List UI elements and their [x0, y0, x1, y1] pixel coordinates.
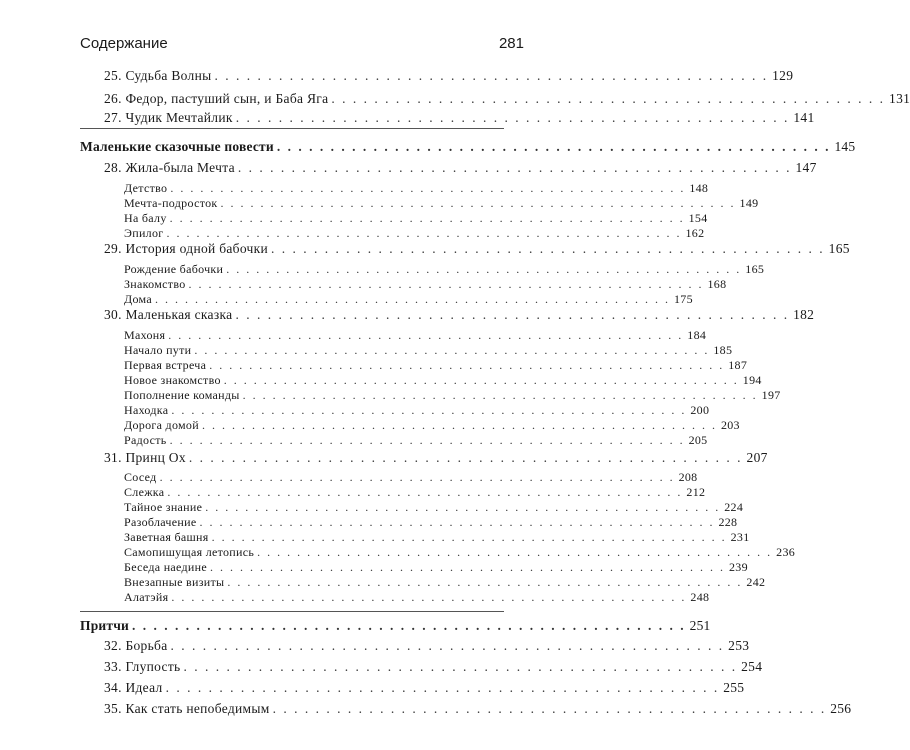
entry-title: 25. Судьба Волны	[104, 68, 212, 83]
dot-leader: . . . . . . . . . . . . . . . . . . . . . . . . . . . . . . . . . . . . . . . . . . . . . . . . . . . .	[201, 418, 717, 432]
dot-leader: . . . . . . . . . . . . . . . . . . . . . . . . . . . . . . . . . . . . . . . . . . . . . . . . . . . .	[257, 545, 773, 559]
toc-subentry	[124, 470, 698, 485]
toc-section	[80, 139, 856, 155]
dot-leader: . . . . . . . . . . . . . . . . . . . . . . . . . . . . . . . . . . . . . . . . . . . . . . . . . . . .	[211, 530, 727, 544]
entry-title: Новое знакомство	[124, 373, 221, 387]
section-title: Притчи	[80, 618, 130, 633]
entry-page: 256	[830, 701, 852, 716]
dot-leader: . . . . . . . . . . . . . . . . . . . . . . . . . . . . . . . . . . . . . . . . . . . . . . . . . . . .	[194, 343, 710, 357]
entry-page: 182	[793, 307, 815, 322]
entry-page: 165	[745, 262, 765, 276]
section-divider	[80, 611, 504, 612]
entry-title: На балу	[124, 211, 167, 225]
entry-title: Тайное знание	[124, 500, 203, 514]
entry-page: 248	[690, 590, 710, 604]
dot-leader: . . . . . . . . . . . . . . . . . . . . . . . . . . . . . . . . . . . . . . . . . . . . . . . . . . . .	[331, 91, 886, 106]
entry-title: Дорога домой	[124, 418, 199, 432]
entry-page: 165	[828, 241, 850, 256]
toc-subentry	[124, 545, 796, 560]
entry-title: Самопишущая летопись	[124, 545, 255, 559]
dot-leader: . . . . . . . . . . . . . . . . . . . . . . . . . . . . . . . . . . . . . . . . . . . . . . . . . . . .	[167, 485, 683, 499]
entry-title: Махоня	[124, 328, 166, 342]
toc-entry	[104, 91, 910, 107]
entry-page: 145	[834, 139, 856, 154]
dot-leader: . . . . . . . . . . . . . . . . . . . . . . . . . . . . . . . . . . . . . . . . . . . . . . . . . . . .	[223, 373, 739, 387]
entry-page: 224	[724, 500, 744, 514]
entry-page: 212	[686, 485, 706, 499]
page-header	[80, 35, 524, 57]
toc-subentry	[124, 403, 710, 418]
toc-section	[80, 618, 711, 634]
entry-page: 239	[728, 560, 748, 574]
entry-page: 253	[728, 638, 750, 653]
entry-title: 30. Маленькая сказка	[104, 307, 233, 322]
dot-leader: . . . . . . . . . . . . . . . . . . . . . . . . . . . . . . . . . . . . . . . . . . . . . . . . . . . .	[171, 590, 687, 604]
toc-subentry	[124, 433, 708, 448]
toc-subentry	[124, 485, 706, 500]
entry-title: Находка	[124, 403, 169, 417]
dot-leader: . . . . . . . . . . . . . . . . . . . . . . . . . . . . . . . . . . . . . . . . . . . . . . . . . . . .	[226, 262, 742, 276]
toc-subentry	[124, 328, 707, 343]
entry-page: 197	[761, 388, 781, 402]
toc-subentry	[124, 418, 740, 433]
toc-subentry	[124, 196, 759, 211]
section-divider	[80, 128, 504, 129]
dot-leader: . . . . . . . . . . . . . . . . . . . . . . . . . . . . . . . . . . . . . . . . . . . . . . . . . . . .	[209, 560, 725, 574]
entry-title: Радость	[124, 433, 167, 447]
entry-page: 184	[687, 328, 707, 342]
toc-entry	[104, 307, 815, 323]
toc-subentry	[124, 262, 765, 277]
dot-leader: . . . . . . . . . . . . . . . . . . . . . . . . . . . . . . . . . . . . . . . . . . . . . . . . . . . .	[183, 659, 738, 674]
toc-subentry	[124, 560, 748, 575]
toc-subentry	[124, 515, 738, 530]
entry-page: 242	[746, 575, 766, 589]
toc-subentry	[124, 211, 708, 226]
dot-leader: . . . . . . . . . . . . . . . . . . . . . . . . . . . . . . . . . . . . . . . . . . . . . . . . . . . .	[155, 292, 670, 306]
dot-leader: . . . . . . . . . . . . . . . . . . . . . . . . . . . . . . . . . . . . . . . . . . . . . . . . . . . .	[188, 450, 743, 465]
entry-page: 131	[889, 91, 910, 106]
entry-page: 203	[720, 418, 740, 432]
entry-title: 34. Идеал	[104, 680, 163, 695]
entry-page: 228	[718, 515, 738, 529]
toc-entry	[104, 701, 852, 717]
entry-page: 185	[713, 343, 733, 357]
dot-leader: . . . . . . . . . . . . . . . . . . . . . . . . . . . . . . . . . . . . . . . . . . . . . . . . . . . .	[214, 68, 769, 83]
toc-subentry	[124, 343, 733, 358]
toc-subentry	[124, 575, 766, 590]
dot-leader: . . . . . . . . . . . . . . . . . . . . . . . . . . . . . . . . . . . . . . . . . . . . . . . . . . . .	[276, 139, 831, 154]
entry-title: 29. История одной бабочки	[104, 241, 269, 256]
entry-title: Начало пути	[124, 343, 192, 357]
dot-leader: . . . . . . . . . . . . . . . . . . . . . . . . . . . . . . . . . . . . . . . . . . . . . . . . . . . .	[132, 618, 686, 633]
entry-page: 207	[746, 450, 768, 465]
dot-leader: . . . . . . . . . . . . . . . . . . . . . . . . . . . . . . . . . . . . . . . . . . . . . . . . . . . .	[169, 211, 685, 225]
toc-entry	[104, 659, 763, 675]
dot-leader: . . . . . . . . . . . . . . . . . . . . . . . . . . . . . . . . . . . . . . . . . . . . . . . . . . . .	[209, 358, 725, 372]
entry-page: 175	[674, 292, 693, 306]
toc-subentry	[124, 388, 781, 403]
entry-title: 32. Борьба	[104, 638, 168, 653]
toc-entry	[104, 638, 750, 654]
entry-page: 154	[688, 211, 708, 225]
dot-leader: . . . . . . . . . . . . . . . . . . . . . . . . . . . . . . . . . . . . . . . . . . . . . . . . . . . .	[237, 160, 792, 175]
entry-page: 254	[741, 659, 763, 674]
entry-title: 35. Как стать непобедимым	[104, 701, 270, 716]
page-number: 281	[498, 35, 524, 52]
toc-entry	[104, 450, 768, 466]
entry-page: 168	[707, 277, 727, 291]
dot-leader: . . . . . . . . . . . . . . . . . . . . . . . . . . . . . . . . . . . . . . . . . . . . . . . . . . . .	[188, 277, 704, 291]
entry-page: 194	[742, 373, 762, 387]
dot-leader: . . . . . . . . . . . . . . . . . . . . . . . . . . . . . . . . . . . . . . . . . . . . . . . . . . . .	[199, 515, 715, 529]
entry-page: 147	[795, 160, 817, 175]
entry-title: Знакомство	[124, 277, 186, 291]
entry-page: 208	[678, 470, 698, 484]
entry-page: 162	[685, 226, 705, 240]
dot-leader: . . . . . . . . . . . . . . . . . . . . . . . . . . . . . . . . . . . . . . . . . . . . . . . . . . . .	[170, 181, 686, 195]
dot-leader: . . . . . . . . . . . . . . . . . . . . . . . . . . . . . . . . . . . . . . . . . . . . . . . . . . . .	[169, 433, 685, 447]
running-title: Содержание	[80, 35, 168, 52]
entry-title: Дома	[124, 292, 152, 306]
entry-title: 33. Глупость	[104, 659, 181, 674]
entry-title: Пополнение команды	[124, 388, 240, 402]
entry-page: 148	[689, 181, 709, 195]
entry-title: Алатэйя	[124, 590, 169, 604]
entry-title: Детство	[124, 181, 168, 195]
toc-subentry	[124, 226, 705, 241]
entry-title: Заветная башня	[124, 530, 209, 544]
entry-title: 31. Принц Ох	[104, 450, 186, 465]
entry-title: 27. Чудик Мечтайлик	[104, 110, 233, 125]
dot-leader: . . . . . . . . . . . . . . . . . . . . . . . . . . . . . . . . . . . . . . . . . . . . . . . . . . . .	[271, 241, 825, 256]
entry-title: Рождение бабочки	[124, 262, 224, 276]
toc-subentry	[124, 358, 748, 373]
toc-subentry	[124, 277, 727, 292]
toc-subentry	[124, 590, 710, 605]
dot-leader: . . . . . . . . . . . . . . . . . . . . . . . . . . . . . . . . . . . . . . . . . . . . . . . . . . . .	[220, 196, 736, 210]
entry-title: Разоблачение	[124, 515, 197, 529]
entry-title: Первая встреча	[124, 358, 207, 372]
entry-page: 187	[728, 358, 748, 372]
toc-subentry	[124, 292, 693, 307]
entry-page: 236	[776, 545, 796, 559]
section-title: Маленькие сказочные повести	[80, 139, 274, 154]
entry-page: 129	[772, 68, 794, 83]
entry-title: Мечта-подросток	[124, 196, 218, 210]
entry-title: 26. Федор, пастуший сын, и Баба Яга	[104, 91, 329, 106]
entry-page: 149	[739, 196, 759, 210]
entry-page: 231	[730, 530, 750, 544]
toc-subentry	[124, 530, 750, 545]
dot-leader: . . . . . . . . . . . . . . . . . . . . . . . . . . . . . . . . . . . . . . . . . . . . . . . . . . . .	[159, 470, 675, 484]
toc-subentry	[124, 373, 762, 388]
dot-leader: . . . . . . . . . . . . . . . . . . . . . . . . . . . . . . . . . . . . . . . . . . . . . . . . . . . .	[242, 388, 758, 402]
entry-title: Эпилог	[124, 226, 164, 240]
entry-page: 251	[689, 618, 711, 633]
dot-leader: . . . . . . . . . . . . . . . . . . . . . . . . . . . . . . . . . . . . . . . . . . . . . . . . . . . .	[165, 680, 720, 695]
entry-page: 200	[690, 403, 710, 417]
toc-entry	[104, 160, 817, 176]
toc-entry	[104, 680, 745, 696]
dot-leader: . . . . . . . . . . . . . . . . . . . . . . . . . . . . . . . . . . . . . . . . . . . . . . . . . . . .	[168, 328, 684, 342]
entry-title: Слежка	[124, 485, 165, 499]
dot-leader: . . . . . . . . . . . . . . . . . . . . . . . . . . . . . . . . . . . . . . . . . . . . . . . . . . . .	[235, 110, 790, 125]
dot-leader: . . . . . . . . . . . . . . . . . . . . . . . . . . . . . . . . . . . . . . . . . . . . . . . . . . . .	[171, 403, 687, 417]
entry-title: 28. Жила-была Мечта	[104, 160, 235, 175]
entry-title: Беседа наедине	[124, 560, 207, 574]
toc-subentry	[124, 181, 709, 196]
entry-title: Внезапные визиты	[124, 575, 225, 589]
toc-entry	[104, 68, 794, 84]
toc-entry	[104, 241, 850, 257]
dot-leader: . . . . . . . . . . . . . . . . . . . . . . . . . . . . . . . . . . . . . . . . . . . . . . . . . . . .	[227, 575, 743, 589]
entry-page: 141	[793, 110, 815, 125]
dot-leader: . . . . . . . . . . . . . . . . . . . . . . . . . . . . . . . . . . . . . . . . . . . . . . . . . . . .	[166, 226, 682, 240]
entry-page: 205	[688, 433, 708, 447]
dot-leader: . . . . . . . . . . . . . . . . . . . . . . . . . . . . . . . . . . . . . . . . . . . . . . . . . . . .	[272, 701, 827, 716]
toc-subentry	[124, 500, 744, 515]
dot-leader: . . . . . . . . . . . . . . . . . . . . . . . . . . . . . . . . . . . . . . . . . . . . . . . . . . . .	[205, 500, 721, 514]
entry-page: 255	[723, 680, 745, 695]
dot-leader: . . . . . . . . . . . . . . . . . . . . . . . . . . . . . . . . . . . . . . . . . . . . . . . . . . . .	[170, 638, 725, 653]
dot-leader: . . . . . . . . . . . . . . . . . . . . . . . . . . . . . . . . . . . . . . . . . . . . . . . . . . . .	[235, 307, 790, 322]
entry-title: Сосед	[124, 470, 157, 484]
toc-entry	[104, 110, 815, 126]
